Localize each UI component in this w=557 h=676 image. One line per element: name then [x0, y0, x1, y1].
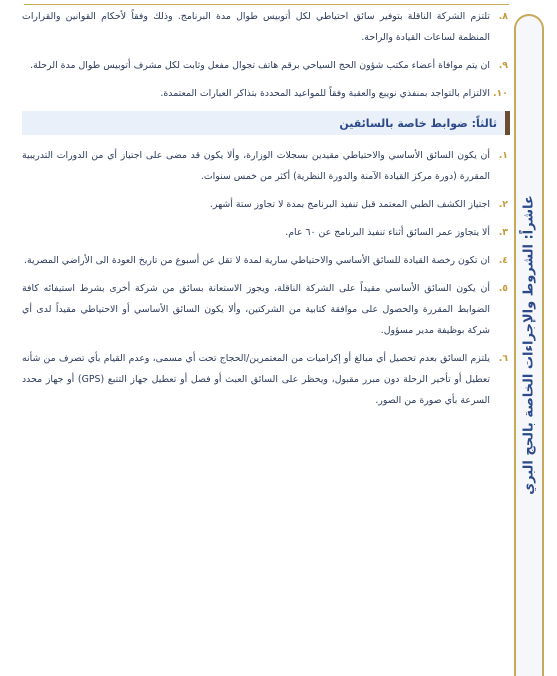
item-number: ٣. [498, 227, 508, 238]
item-text: اجتياز الكشف الطبي المعتمد قبل تنفيذ البرنامج بمدة لا تجاوز ستة أشهر. [209, 199, 490, 210]
item-text: ان تكون رخصة القيادة للسائق الأساسي والاحتياطي سارية لمدة لا تقل عن أسبوع من تاريخ العودة الى الأراضي المصرية. [24, 255, 490, 266]
list-item-3 [22, 222, 510, 243]
item-text: يلتزم السائق بعدم تحصيل أي مبالغ أو إكراميات من المعتمرين/الحجاج تحت أي مسمى، وعدم القيام بأي تصرف من شأنه تعطيل أو تأخير الرحلة دون مبرر مقبول، ويحظر على السائق العبث أو فصل أو تعطيل جهاز التتبع (GPS) أو جهاز محدد السرعة بأي صورة من الصور. [22, 353, 490, 406]
section-header [22, 111, 510, 135]
item-text: أن يكون السائق الأساسي والاحتياطي مقيدين بسجلات الوزارة، وألا يكون قد مضى على اجتياز أي من الدورات التدريبية المقررة (دورة مركز القيادة الآمنة والدورة النظرية) أكثر من خمس سنوات. [22, 150, 490, 182]
top-divider [24, 4, 509, 5]
item-text: ألا يتجاوز عمر السائق أثناء تنفيذ البرنامج عن ٦٠ عام. [285, 227, 490, 238]
item-number: ١٠. [492, 88, 508, 99]
item-number: ٨. [498, 11, 508, 22]
list-item-6 [22, 348, 510, 411]
section-title: ثالثاً: ضوابط خاصة بالسائقين [339, 116, 497, 130]
section-marker [505, 111, 510, 135]
item-number: ٥. [498, 283, 508, 294]
list-item-10 [22, 83, 510, 104]
main-content [22, 6, 510, 418]
item-number: ٢. [498, 199, 508, 210]
list-item-9 [22, 55, 510, 76]
item-number: ٤. [498, 255, 508, 266]
list-item-1 [22, 145, 510, 187]
item-text: أن يكون السائق الأساسي مقيداً على الشركة الناقلة، ويجوز الاستعانة بسائق من شركة أخرى بشرط استيفائه كافة الضوابط المقررة والحصول على موافقة كتابية من الشركتين، وألا يكون السائق الأساسي أو الاحتياطي مقيداً لدى أي شركة بوظيفة مدير مسؤول. [22, 283, 490, 336]
list-item-4 [22, 250, 510, 271]
side-chapter-title: عاشراً: الشروط والإجراءات الخاصة بالحج البري [521, 195, 537, 495]
list-item-5 [22, 278, 510, 341]
list-item-2 [22, 194, 510, 215]
item-text: الالتزام بالتواجد بمنفذي نويبع والعقبة وفقاً للمواعيد المحددة بتذاكر العبارات المعتمدة. [160, 88, 490, 99]
item-text: تلتزم الشركة الناقلة بتوفير سائق احتياطي لكل أتوبيس طوال مدة البرنامج. وذلك وفقاً لأحكام القوانين والقرارات المنظمة لساعات القيادة والراحة. [22, 11, 490, 43]
item-text: ان يتم موافاة أعضاء مكتب شؤون الحج السياحي برقم هاتف تجوال مفعل وثابت لكل مشرف أتوبيس طوال مدة الرحلة. [30, 60, 490, 71]
item-number: ٩. [498, 60, 508, 71]
item-number: ١. [498, 150, 508, 161]
list-item-8 [22, 6, 510, 48]
item-number: ٦. [498, 353, 508, 364]
